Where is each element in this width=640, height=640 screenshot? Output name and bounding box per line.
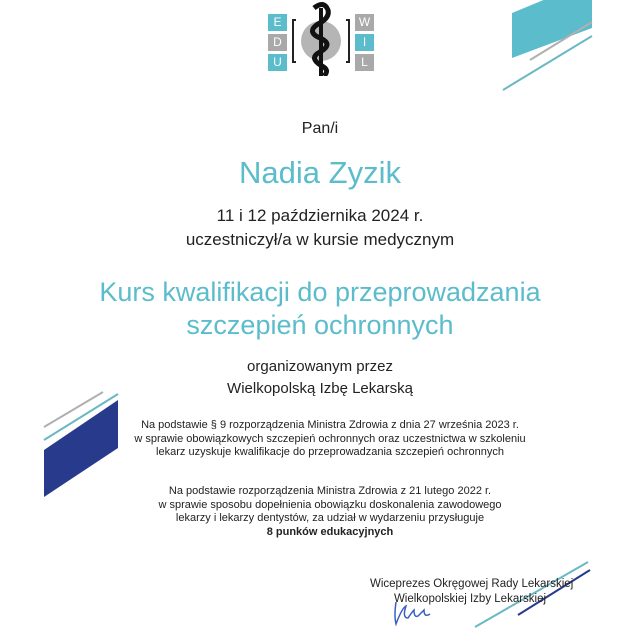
- salutation: Pan/i: [301, 120, 339, 137]
- edu-wil-logo: [268, 12, 374, 74]
- signatory-title: Wiceprezes Okręgowej Rady Lekarskiej: [370, 578, 574, 590]
- paragraph-line: w sprawie sposobu dopełnienia obowiązku doskonalenia zawodowego: [158, 498, 502, 511]
- event-date: 11 i 12 października 2024 r.: [216, 206, 424, 225]
- paragraph-line: lekarzy i lekarzy dentystów, za udział w wydarzeniu przysługuje: [175, 512, 485, 524]
- course-title-line2: szczepień ochronnych: [186, 310, 454, 340]
- paragraph-line: Na podstawie § 9 rozporządzenia Ministra Zdrowia z dnia 27 września 2023 r.: [141, 419, 519, 431]
- paragraph-line: w sprawie obowiązkowych szczepień ochronnych oraz uczestnictwa w szkoleniu: [134, 432, 526, 445]
- signatory-organization: Wielkopolskiej Izby Lekarskiej: [393, 593, 547, 605]
- signature: [390, 598, 440, 628]
- logo-letter: U: [268, 54, 287, 71]
- logo-letter: L: [355, 54, 374, 71]
- paragraph-line: Na podstawie rozporządzenia Ministra Zdrowia z 21 lutego 2022 r.: [168, 485, 492, 497]
- recipient-name: Nadia Zyzik: [239, 155, 401, 190]
- participation-line: uczestniczył/a w kursie medycznym: [185, 230, 455, 249]
- logo-letter: D: [268, 34, 287, 51]
- course-title-line1: Kurs kwalifikacji do przeprowadzania: [99, 277, 541, 307]
- logo-letter: I: [355, 34, 374, 51]
- caduceus-icon: [290, 0, 352, 76]
- organizer-intro: organizowanym przez: [247, 358, 393, 375]
- education-points: 8 punków edukacyjnych: [266, 525, 394, 538]
- legal-paragraph-2: [10, 485, 640, 539]
- organizer: Wielkopolską Izbę Lekarską: [227, 380, 413, 397]
- legal-paragraph-1: [10, 419, 640, 460]
- logo-letter: W: [355, 14, 374, 31]
- paragraph-line: lekarz uzyskuje kwalifikacje do przeprowadzania szczepień ochronnych: [156, 446, 504, 458]
- logo-letter: E: [268, 14, 287, 31]
